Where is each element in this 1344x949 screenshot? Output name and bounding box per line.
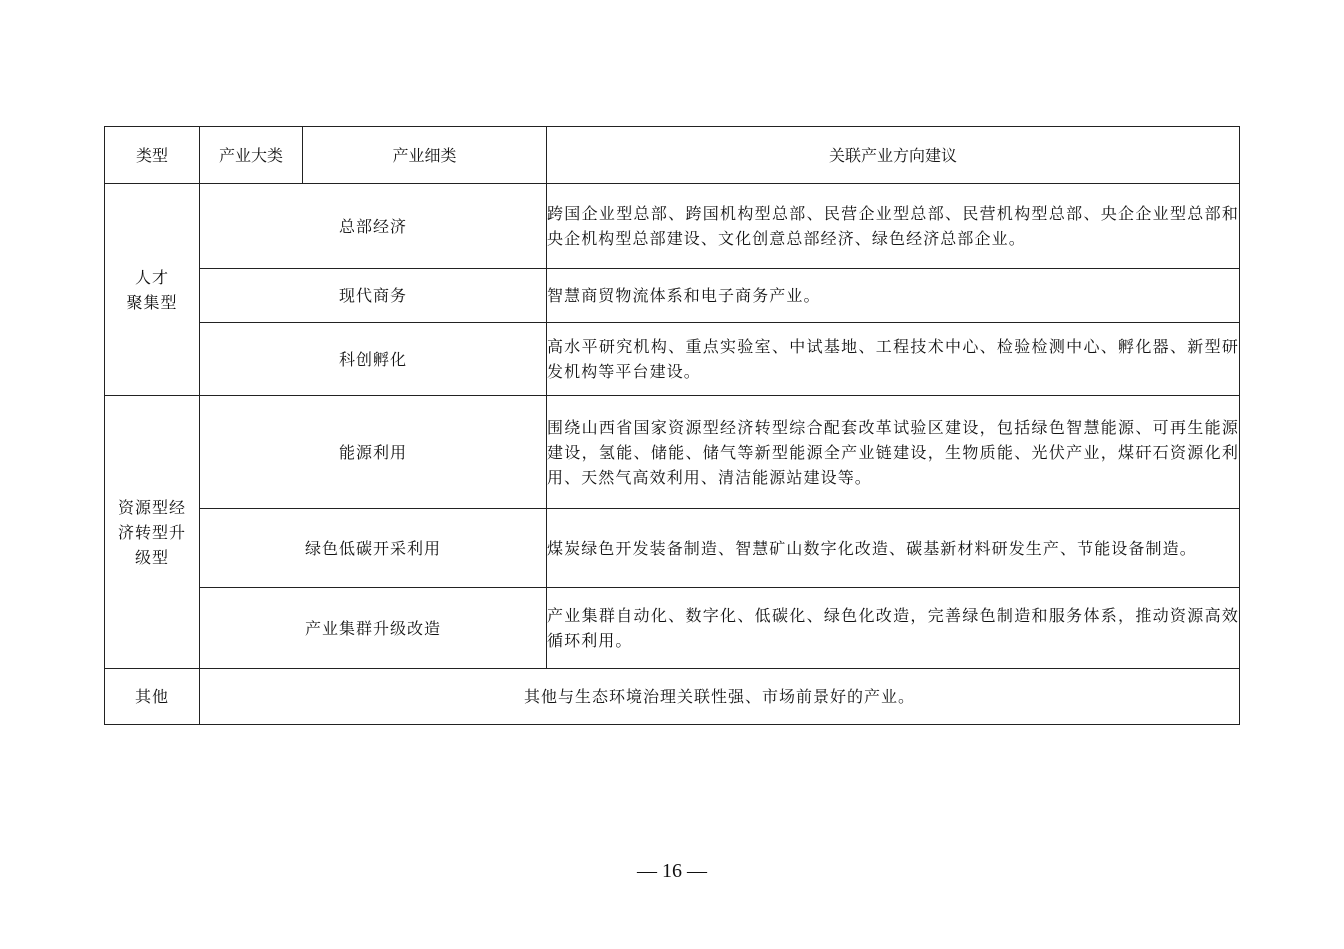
type-line: 人才 — [134, 267, 169, 287]
direction-cell: 围绕山西省国家资源型经济转型综合配套改革试验区建设，包括绿色智慧能源、可再生能源建设，氢能、储能、储气等新型能源全产业链建设，生物质能、光伏产业，煤矸石资源化利用、天然气高效利用、清洁能源站建设等。 — [547, 396, 1240, 509]
type-line: 济转型升 — [117, 522, 186, 542]
table-row — [105, 588, 1240, 669]
category-cell: 科创孵化 — [200, 323, 547, 396]
industry-table — [104, 126, 1240, 725]
header-major-category: 产业大类 — [200, 127, 303, 184]
type-line: 级型 — [134, 547, 169, 567]
type-cell-other: 其他 — [105, 669, 200, 725]
direction-cell: 煤炭绿色开发装备制造、智慧矿山数字化改造、碳基新材料研发生产、节能设备制造。 — [547, 509, 1240, 588]
type-cell-resource — [105, 396, 200, 669]
direction-cell: 跨国企业型总部、跨国机构型总部、民营企业型总部、民营机构型总部、央企企业型总部和央企机构型总部建设、文化创意总部经济、绿色经济总部企业。 — [547, 184, 1240, 269]
type-cell-talent — [105, 184, 200, 396]
page-number: — 16 — — [637, 860, 707, 882]
category-cell: 产业集群升级改造 — [200, 588, 547, 669]
direction-cell: 高水平研究机构、重点实验室、中试基地、工程技术中心、检验检测中心、孵化器、新型研发机构等平台建设。 — [547, 323, 1240, 396]
category-cell: 能源利用 — [200, 396, 547, 509]
table-row — [105, 269, 1240, 323]
category-cell: 总部经济 — [200, 184, 547, 269]
table-row — [105, 396, 1240, 509]
direction-cell: 智慧商贸物流体系和电子商务产业。 — [547, 269, 1240, 323]
table-row — [105, 184, 1240, 269]
direction-cell: 产业集群自动化、数字化、低碳化、绿色化改造，完善绿色制造和服务体系，推动资源高效循环利用。 — [547, 588, 1240, 669]
direction-cell-other: 其他与生态环境治理关联性强、市场前景好的产业。 — [200, 669, 1240, 725]
category-cell: 现代商务 — [200, 269, 547, 323]
header-type: 类型 — [105, 127, 200, 184]
table-row — [105, 323, 1240, 396]
header-row — [105, 127, 1240, 184]
type-line: 资源型经 — [117, 497, 186, 517]
table-row — [105, 509, 1240, 588]
table-row — [105, 669, 1240, 725]
type-line: 聚集型 — [126, 292, 178, 312]
category-cell: 绿色低碳开采利用 — [200, 509, 547, 588]
header-direction: 关联产业方向建议 — [547, 127, 1240, 184]
header-sub-category: 产业细类 — [303, 127, 547, 184]
